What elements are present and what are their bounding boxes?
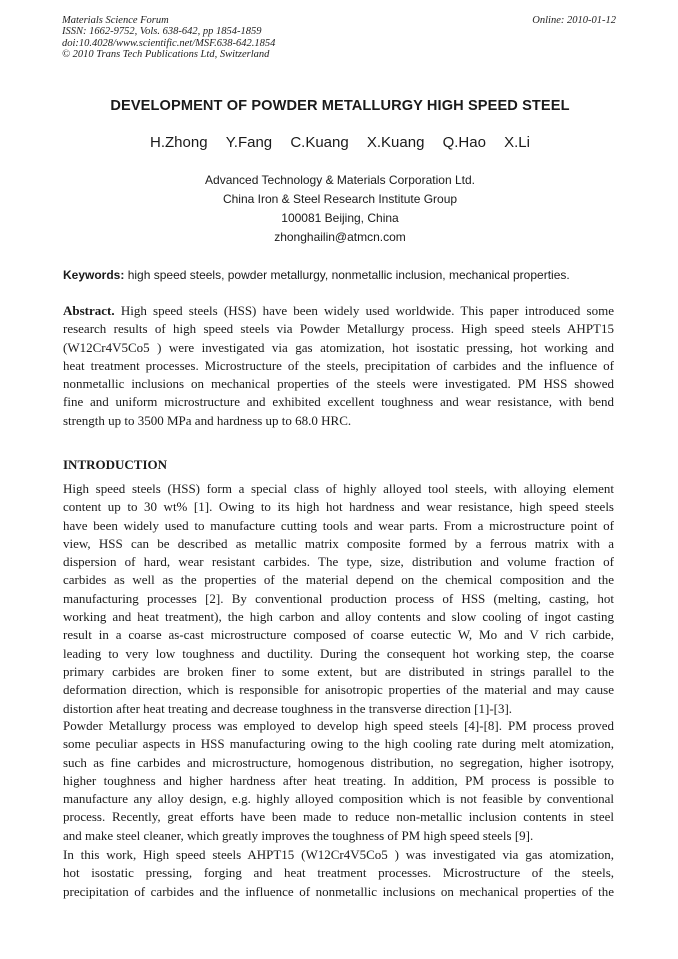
paragraph-line: some peculiar aspects in HSS manufacturing owing to the high cooling rate during melt atomization, xyxy=(63,736,614,752)
keywords xyxy=(63,268,623,282)
journal-name: Materials Science Forum xyxy=(62,15,169,26)
paragraph-line: manufacturing processes [2]. By conventional production process of HSS (melting, casting, hot xyxy=(63,590,614,606)
affiliation-block xyxy=(40,171,640,247)
author: X.Li xyxy=(504,134,530,151)
abstract-line: strength up to 3500 MPa and hardness up to 68.0 HRC. xyxy=(63,412,352,428)
affiliation-company: Advanced Technology & Materials Corporation Ltd. xyxy=(205,173,475,187)
journal-header xyxy=(62,15,616,61)
paragraph-line: In this work, High speed steels AHPT15 (W12Cr4V5Co5 ) was investigated via gas atomization, xyxy=(63,847,614,862)
paragraph-line: content up to 30 wt% [1]. Owing to its high hot hardness and wear resistance, high speed steels xyxy=(63,499,614,515)
online-date: Online: 2010-01-12 xyxy=(532,15,616,26)
abstract-line: fine and uniform microstructure and exhibited excellent toughness and wear resistance, with bend xyxy=(63,394,614,410)
abstract-line: (W12Cr4V5Co5 ) were investigated via gas atomization, hot isostatic pressing, hot working and xyxy=(63,339,614,355)
keywords-text: high speed steels, powder metallurgy, nonmetallic inclusion, mechanical properties. xyxy=(124,268,570,282)
paragraph-line: result in a coarse as-cast microstructure composed of coarse eutectic W, Mo and V rich carbide, xyxy=(63,627,614,643)
paragraph-line: hot isostatic pressing, forging and heat treatment processes. Microstructure of the steels, xyxy=(63,865,614,881)
author: X.Kuang xyxy=(366,134,425,151)
paragraph-line: primary carbides are broken finer to some extent, but are distributed in strings parallel to the xyxy=(63,663,614,679)
author: Q.Hao xyxy=(442,134,486,151)
abstract-line xyxy=(63,302,614,320)
issn-line: ISSN: 1662-9752, Vols. 638-642, pp 1854-1859 xyxy=(62,26,262,38)
affiliation-email: zhonghailin@atmcn.com xyxy=(274,230,406,244)
abstract-line: heat treatment processes. Microstructure of the steels, precipitation of carbides and the influence of xyxy=(63,357,614,373)
affiliation-address: 100081 Beijing, China xyxy=(281,211,399,225)
paragraph-line: manufacture any alloy design, e.g. highly alloyed composition which is not feasible by conventional xyxy=(63,791,614,807)
abstract xyxy=(63,302,614,430)
author: C.Kuang xyxy=(290,134,349,151)
keywords-label: Keywords: xyxy=(63,268,125,282)
abstract-text: High speed steels (HSS) have been widely used worldwide. This paper introduced some xyxy=(114,303,614,318)
section-heading-introduction: INTRODUCTION xyxy=(63,457,168,472)
intro-paragraph xyxy=(63,846,614,901)
paragraph-line: higher toughness and higher hardness after heat treating. In addition, PM process is possible to xyxy=(63,772,614,788)
paragraph-line: High speed steels (HSS) form a special class of highly alloyed tool steels, with alloying element xyxy=(63,481,614,496)
author: H.Zhong xyxy=(150,134,208,151)
doi-line: doi:10.4028/www.scientific.net/MSF.638-642.1854 xyxy=(62,37,276,49)
intro-paragraph xyxy=(63,480,614,718)
paragraph-line: Powder Metallurgy process was employed to develop high speed steels [4]-[8]. PM process proved xyxy=(63,718,614,733)
paragraph-line: process. Recently, great efforts have been made to reduce non-metallic inclusion contents in steel xyxy=(63,809,614,825)
paragraph-line: distortion after heat treating and decrease toughness in the transverse direction [1]-[3]. xyxy=(63,700,513,716)
paper-title: DEVELOPMENT OF POWDER METALLURGY HIGH SPEED STEEL xyxy=(110,98,570,114)
paragraph-line: have been widely used to manufacture cutting tools and wear parts. From a microstructure point of xyxy=(63,517,614,533)
abstract-label: Abstract. xyxy=(63,303,115,318)
copyright-line: © 2010 Trans Tech Publications Ltd, Switzerland xyxy=(62,49,270,61)
affiliation-institute: China Iron & Steel Research Institute Group xyxy=(222,192,458,206)
paragraph-line: precipitation of carbides and the influence of nonmetallic inclusions on mechanical properties of the xyxy=(63,883,614,899)
paragraph-line: view, HSS can be described as metallic matrix composite formed by a ferrous matrix with a xyxy=(63,535,614,551)
paragraph-line: dispersion of hard, wear resistant carbides. The type, size, distribution and volume fraction of xyxy=(63,554,614,570)
author: Y.Fang xyxy=(225,134,273,151)
abstract-line: research results of high speed steels via Powder Metallurgy process. High speed steels AHPT15 xyxy=(63,321,614,337)
paragraph-line: deformation direction, which is responsible for anisotropic properties of the material and may cause xyxy=(63,682,614,698)
paragraph-line: such as fine carbides and microstructure, homogenous distribution, no segregation, higher isotropy, xyxy=(63,754,614,770)
intro-paragraph xyxy=(63,717,614,845)
paragraph-line: leading to very low toughness and ductility. During the consequent hot working step, the coarse xyxy=(63,645,614,661)
paragraph-line: and make steel cleaner, which greatly improves the toughness of PM high speed steels [9]. xyxy=(63,827,534,843)
paragraph-line: carbides as well as the properties of the material depend on the chemical composition and the xyxy=(63,572,614,588)
author-list xyxy=(40,134,640,151)
paragraph-line: working and heat treatment), the high carbon and alloy contents and slow cooling of ingot casting xyxy=(63,609,614,625)
abstract-line: nonmetallic inclusions on mechanical properties of the steels were investigated. PM HSS showed xyxy=(63,376,614,392)
